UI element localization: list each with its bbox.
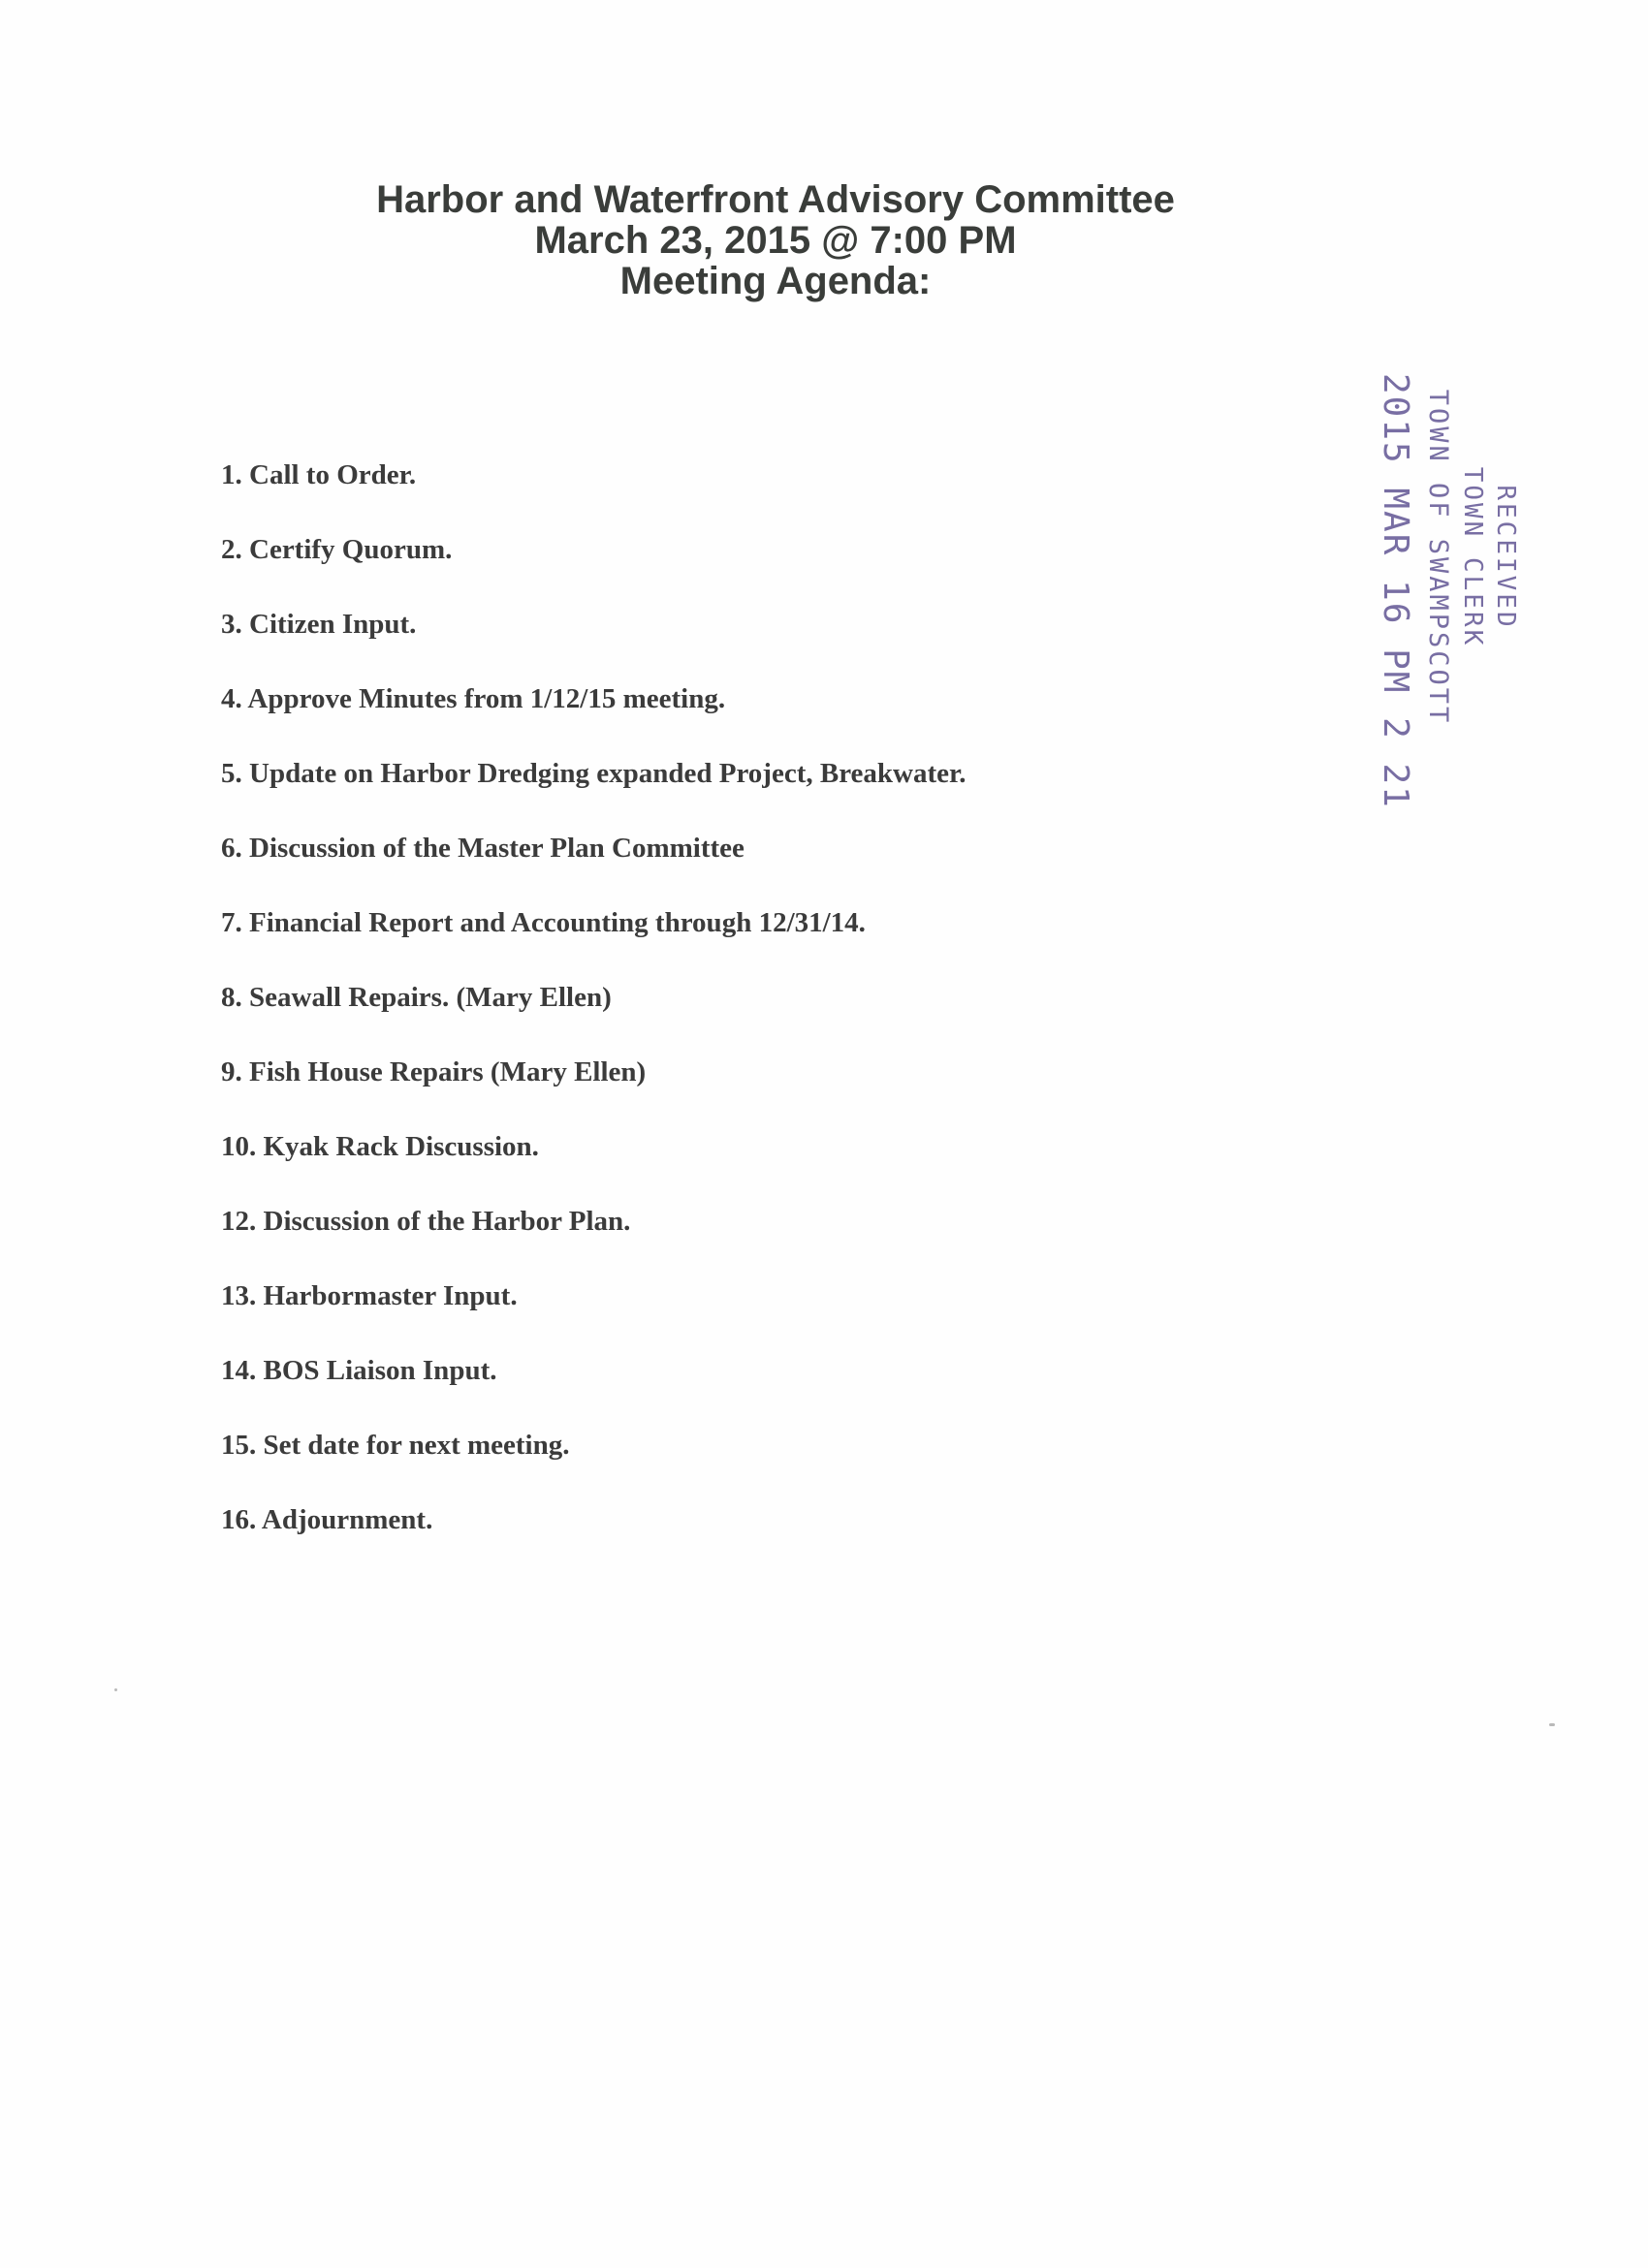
received-stamp: [1371, 373, 1522, 809]
agenda-item: 7. Financial Report and Accounting through 12/31/14.: [221, 907, 866, 938]
stamp-datetime: 2015 MAR 16 PM 2 21: [1376, 373, 1415, 809]
agenda-list: [221, 456, 967, 1575]
committee-title: Harbor and Waterfront Advisory Committee: [376, 178, 1175, 221]
agenda-item: 5. Update on Harbor Dredging expanded Project, Breakwater.: [221, 758, 967, 789]
scan-speck: [1549, 1723, 1555, 1726]
agenda-heading: Meeting Agenda:: [619, 260, 932, 302]
agenda-item: 3. Citizen Input.: [221, 609, 417, 640]
agenda-item: 15. Set date for next meeting.: [221, 1430, 570, 1461]
stamp-town-name: TOWN OF SWAMPSCOTT: [1423, 389, 1453, 726]
agenda-item: 4. Approve Minutes from 1/12/15 meeting.: [221, 683, 726, 714]
stamp-received: RECEIVED: [1491, 485, 1520, 630]
agenda-item: 10. Kyak Rack Discussion.: [221, 1131, 539, 1162]
agenda-header: [291, 179, 1260, 301]
scan-speck: [114, 1688, 117, 1691]
stamp-town-clerk: TOWN CLERK: [1458, 466, 1487, 648]
meeting-date: March 23, 2015 @ 7:00 PM: [534, 219, 1017, 262]
agenda-item: 12. Discussion of the Harbor Plan.: [221, 1206, 631, 1237]
agenda-item: 2. Certify Quorum.: [221, 534, 453, 565]
agenda-item: 13. Harbormaster Input.: [221, 1280, 518, 1311]
agenda-item: 14. BOS Liaison Input.: [221, 1355, 497, 1386]
agenda-item: 16. Adjournment.: [221, 1504, 433, 1535]
agenda-item: 8. Seawall Repairs. (Mary Ellen): [221, 982, 612, 1013]
agenda-item: 9. Fish House Repairs (Mary Ellen): [221, 1056, 647, 1087]
agenda-item: 6. Discussion of the Master Plan Committee: [221, 833, 745, 864]
agenda-item: 1. Call to Order.: [221, 459, 417, 490]
